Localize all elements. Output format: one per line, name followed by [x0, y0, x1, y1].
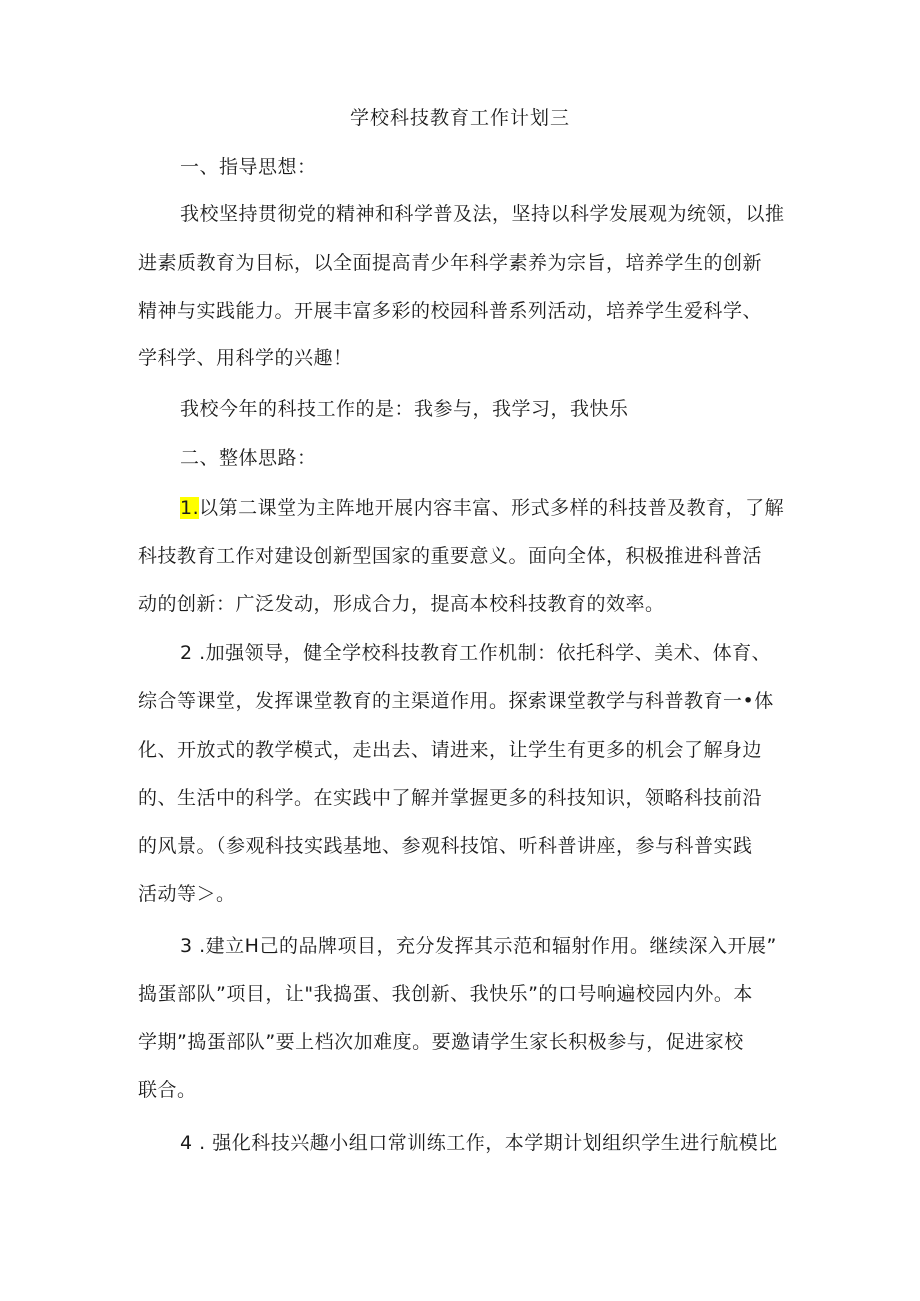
document-title: 学校科技教育工作计划三 — [349, 107, 570, 129]
paragraph-line: 的风景。（参观科技实践基地、参观科技馆、听科普讲座，参与科普实践 — [138, 835, 753, 857]
paragraph-line: 我校坚持贯彻党的精神和科学普及法，坚持以科学发展观为统领，以推 — [180, 203, 785, 225]
paragraph-line: 捣蛋部队”项目，让"我捣蛋、我创新、我快乐”的口号响遍校园内外。本 — [138, 983, 753, 1005]
paragraph-line: 我校今年的科技工作的是：我参与，我学习，我快乐 — [180, 398, 629, 420]
paragraph-line: 综合等课堂，发挥课堂教育的主渠道作用。探索课堂教学与科普教育一•体 — [138, 690, 774, 712]
paragraph-line: 联合。 — [138, 1079, 197, 1101]
list-item-2-first-line: 2 .加强领导，健全学校科技教育工作机制：依托科学、美术、体育、 — [180, 642, 772, 664]
paragraph-line: 动的创新：广泛发动，形成合力，提高本校科技教育的效率。 — [138, 593, 665, 615]
section-heading-guiding-ideology: 一、指导思想： — [180, 156, 317, 178]
paragraph-line: 精神与实践能力。开展丰富多彩的校园科普系列活动，培养学生爱科学、 — [138, 300, 763, 322]
section-heading-overall-approach: 二、整体思路： — [180, 447, 317, 469]
paragraph-line: 化、开放式的教学模式，走出去、请进来，让学生有更多的机会了解身边 — [138, 739, 763, 761]
paragraph-line: 进素质教育为目标，以全面提高青少年科学素养为宗旨，培养学生的创新 — [138, 252, 763, 274]
paragraph-line: 科技教育工作对建设创新型国家的重要意义。面向全体，积极推进科普活 — [138, 545, 763, 567]
paragraph-line: 的、生活中的科学。在实践中了解并掌握更多的科技知识，领略科技前沿 — [138, 787, 763, 809]
list-item-3-first-line: 3 .建立H己的品牌项目，充分发挥其示范和辐射作用。继续深入开展” — [180, 935, 777, 957]
paragraph-line: 学科学、用科学的兴趣！ — [138, 347, 353, 369]
list-item-4-first-line: 4 . 强化科技兴趣小组口常训练工作，本学期计划组织学生进行航模比 — [180, 1132, 778, 1154]
list-item-1-first-line — [180, 493, 784, 523]
paragraph-line: 活动等＞。 — [138, 883, 236, 905]
list-item-text: 以第二课堂为主阵地开展内容丰富、形式多样的科技普及教育，了解 — [199, 497, 785, 519]
highlighted-item-number: 1. — [180, 497, 200, 519]
paragraph-line: 学期”捣蛋部队”要上档次加难度。要邀请学生家长积极参与，促进家校 — [138, 1031, 744, 1053]
